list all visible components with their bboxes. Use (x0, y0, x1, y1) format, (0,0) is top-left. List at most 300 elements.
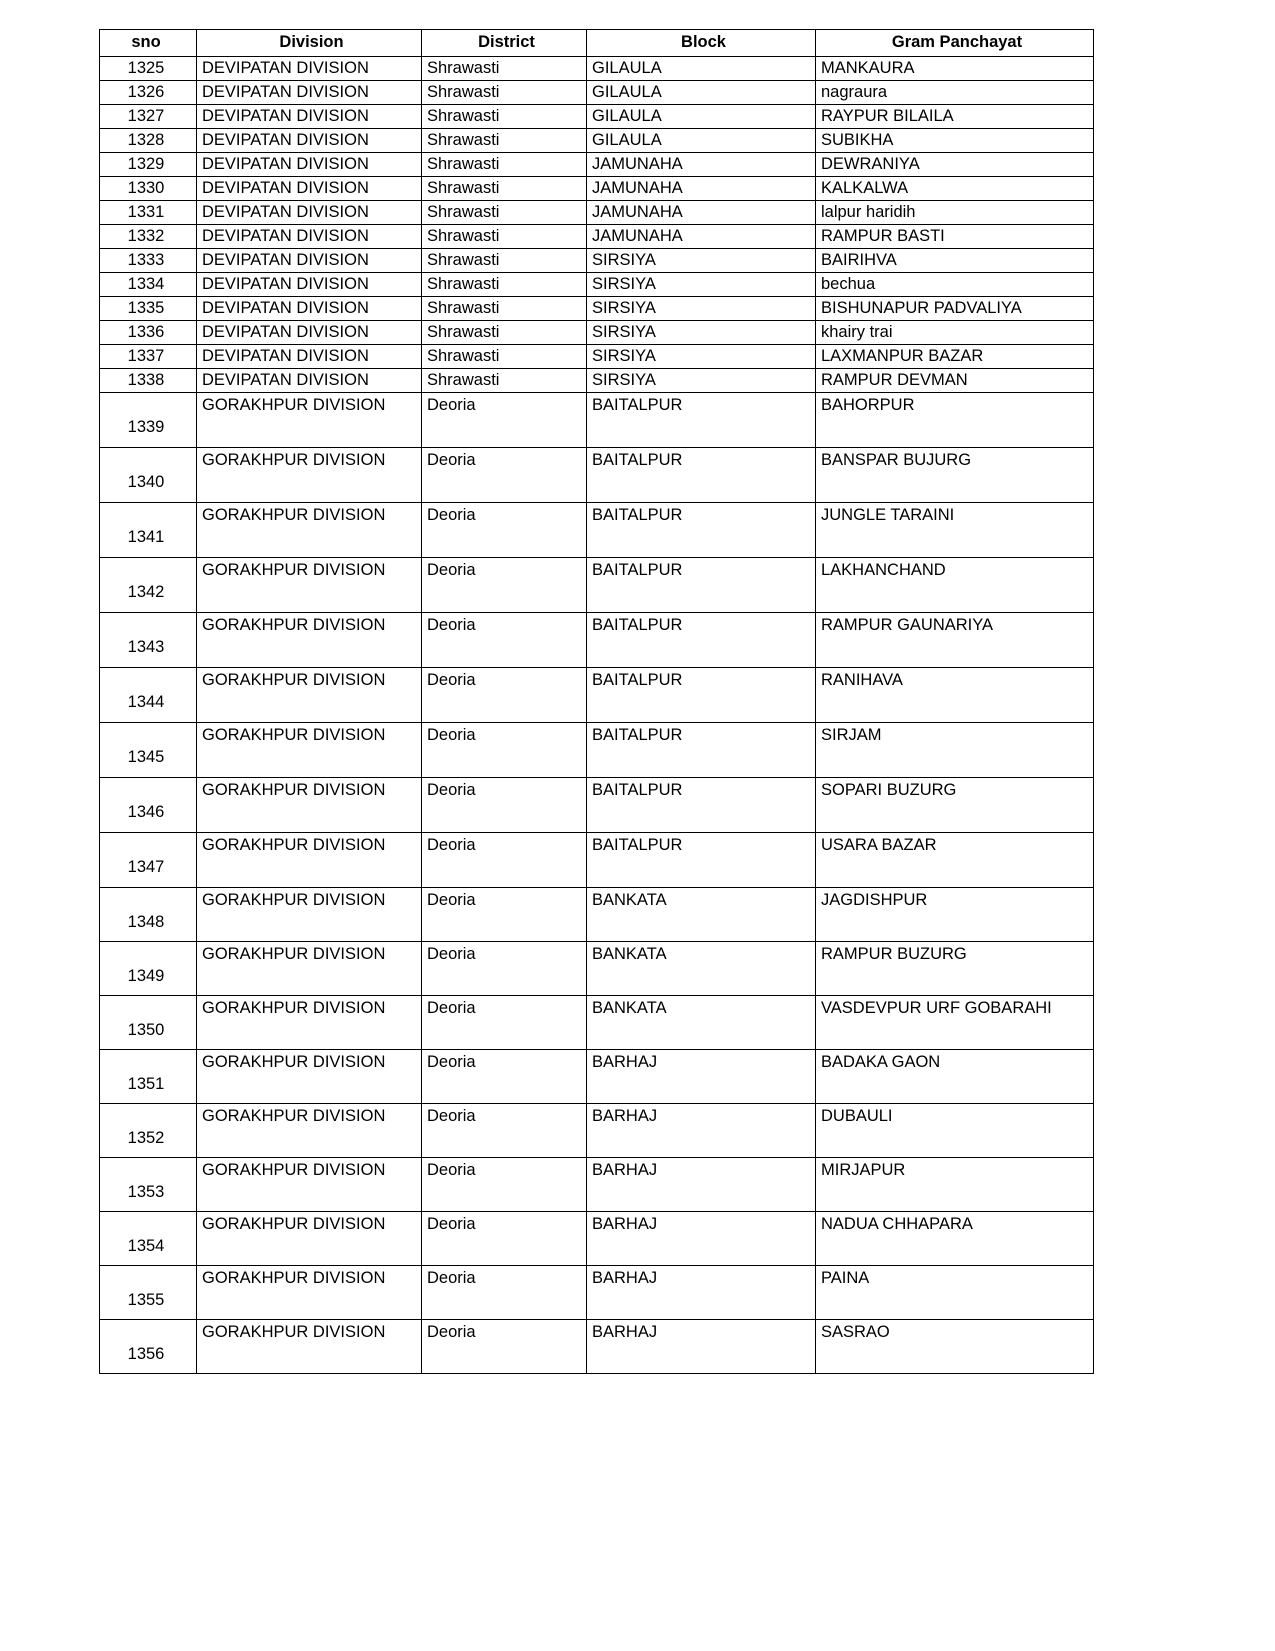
cell-sno (100, 369, 197, 393)
cell-sno-text: 1338 (127, 371, 165, 390)
table-row (100, 996, 1094, 1050)
cell-gram_panchayat-text: SIRJAM (821, 726, 882, 744)
cell-district (422, 105, 587, 129)
cell-sno (100, 613, 197, 668)
cell-district (422, 448, 587, 503)
cell-division (197, 81, 422, 105)
cell-block-text: BANKATA (592, 891, 667, 909)
cell-district-text: Deoria (427, 561, 476, 579)
cell-district-text: Shrawasti (427, 203, 500, 222)
cell-block-text: GILAULA (592, 59, 662, 78)
cell-sno-text: 1340 (127, 473, 165, 491)
cell-gram_panchayat (816, 57, 1094, 81)
cell-gram_panchayat (816, 105, 1094, 129)
cell-division (197, 273, 422, 297)
cell-sno (100, 503, 197, 558)
cell-gram_panchayat (816, 369, 1094, 393)
cell-sno (100, 668, 197, 723)
cell-sno-text: 1353 (127, 1183, 165, 1201)
gram-panchayat-table (99, 29, 1094, 1374)
cell-block (587, 778, 816, 833)
cell-division (197, 105, 422, 129)
cell-block-text: JAMUNAHA (592, 203, 683, 222)
cell-district-text: Deoria (427, 506, 476, 524)
cell-block-text: GILAULA (592, 131, 662, 150)
cell-district (422, 297, 587, 321)
cell-gram_panchayat-text: bechua (821, 275, 876, 294)
cell-district (422, 1320, 587, 1374)
table-row (100, 723, 1094, 778)
cell-block-text: BAITALPUR (592, 781, 683, 799)
cell-division-text: DEVIPATAN DIVISION (202, 371, 369, 390)
cell-district (422, 81, 587, 105)
cell-division (197, 448, 422, 503)
cell-block (587, 503, 816, 558)
cell-sno-text: 1328 (127, 131, 165, 150)
cell-sno (100, 177, 197, 201)
cell-district-text: Shrawasti (427, 323, 500, 342)
column-header-sno-label: sno (131, 33, 161, 51)
table-row (100, 345, 1094, 369)
cell-division-text: DEVIPATAN DIVISION (202, 227, 369, 246)
cell-sno (100, 448, 197, 503)
cell-division-text: GORAKHPUR DIVISION (202, 999, 386, 1017)
cell-block-text: SIRSIYA (592, 371, 656, 390)
cell-block (587, 129, 816, 153)
cell-sno-text: 1347 (127, 858, 165, 876)
cell-division-text: GORAKHPUR DIVISION (202, 1269, 386, 1287)
cell-sno (100, 297, 197, 321)
cell-division (197, 668, 422, 723)
cell-division (197, 297, 422, 321)
cell-sno (100, 723, 197, 778)
cell-gram_panchayat-text: JAGDISHPUR (821, 891, 928, 909)
table-row (100, 558, 1094, 613)
cell-district-text: Shrawasti (427, 83, 500, 102)
cell-gram_panchayat (816, 129, 1094, 153)
cell-block (587, 723, 816, 778)
cell-sno-text: 1349 (127, 967, 165, 985)
cell-district-text: Deoria (427, 1269, 476, 1287)
cell-division (197, 503, 422, 558)
cell-sno-text: 1346 (127, 803, 165, 821)
cell-district-text: Deoria (427, 891, 476, 909)
column-header-block-label: Block (681, 33, 726, 51)
table-row (100, 778, 1094, 833)
cell-gram_panchayat-text: RAMPUR DEVMAN (821, 371, 968, 390)
table-row (100, 1212, 1094, 1266)
table-row (100, 448, 1094, 503)
cell-division-text: GORAKHPUR DIVISION (202, 506, 386, 524)
cell-district-text: Shrawasti (427, 275, 500, 294)
cell-sno (100, 996, 197, 1050)
column-header-division-label: Division (279, 33, 344, 51)
cell-sno (100, 888, 197, 942)
table-row (100, 81, 1094, 105)
cell-district (422, 273, 587, 297)
cell-district (422, 393, 587, 448)
cell-sno (100, 833, 197, 888)
cell-division (197, 369, 422, 393)
cell-gram_panchayat (816, 1158, 1094, 1212)
cell-division (197, 393, 422, 448)
cell-gram_panchayat (816, 1212, 1094, 1266)
cell-block (587, 558, 816, 613)
cell-division-text: DEVIPATAN DIVISION (202, 131, 369, 150)
cell-block-text: SIRSIYA (592, 251, 656, 270)
cell-district-text: Deoria (427, 616, 476, 634)
cell-block-text: BAITALPUR (592, 726, 683, 744)
cell-sno-text: 1337 (127, 347, 165, 366)
table-row (100, 201, 1094, 225)
cell-gram_panchayat (816, 942, 1094, 996)
cell-block (587, 1212, 816, 1266)
cell-district-text: Deoria (427, 1161, 476, 1179)
cell-district-text: Deoria (427, 999, 476, 1017)
cell-gram_panchayat (816, 888, 1094, 942)
cell-sno (100, 105, 197, 129)
cell-block-text: BAITALPUR (592, 506, 683, 524)
table-row (100, 225, 1094, 249)
cell-sno-text: 1339 (127, 418, 165, 436)
cell-division-text: GORAKHPUR DIVISION (202, 396, 386, 414)
cell-block (587, 105, 816, 129)
cell-sno (100, 321, 197, 345)
cell-gram_panchayat (816, 1050, 1094, 1104)
cell-block-text: SIRSIYA (592, 323, 656, 342)
cell-division-text: GORAKHPUR DIVISION (202, 1107, 386, 1125)
table-row (100, 833, 1094, 888)
cell-division-text: GORAKHPUR DIVISION (202, 671, 386, 689)
column-header-sno (100, 30, 197, 57)
cell-sno (100, 57, 197, 81)
cell-division (197, 833, 422, 888)
cell-sno-text: 1355 (127, 1291, 165, 1309)
cell-district (422, 153, 587, 177)
cell-sno (100, 942, 197, 996)
cell-sno (100, 249, 197, 273)
cell-block (587, 996, 816, 1050)
cell-division (197, 996, 422, 1050)
cell-block-text: BARHAJ (592, 1161, 658, 1179)
cell-district-text: Deoria (427, 781, 476, 799)
cell-gram_panchayat (816, 345, 1094, 369)
cell-sno-text: 1329 (127, 155, 165, 174)
cell-district (422, 558, 587, 613)
cell-gram_panchayat-text: BISHUNAPUR PADVALIYA (821, 299, 1022, 318)
cell-gram_panchayat (816, 225, 1094, 249)
cell-gram_panchayat-text: JUNGLE TARAINI (821, 506, 955, 524)
cell-gram_panchayat-text: LAXMANPUR BAZAR (821, 347, 984, 366)
cell-district (422, 201, 587, 225)
cell-gram_panchayat-text: RAMPUR BASTI (821, 227, 945, 246)
cell-sno-text: 1354 (127, 1237, 165, 1255)
cell-division (197, 1266, 422, 1320)
cell-block (587, 177, 816, 201)
cell-block-text: SIRSIYA (592, 347, 656, 366)
cell-district (422, 668, 587, 723)
cell-block-text: BAITALPUR (592, 616, 683, 634)
table-row (100, 249, 1094, 273)
cell-district-text: Shrawasti (427, 131, 500, 150)
column-header-district-label: District (478, 33, 535, 51)
cell-block (587, 448, 816, 503)
cell-division (197, 321, 422, 345)
cell-block-text: BAITALPUR (592, 561, 683, 579)
cell-block (587, 225, 816, 249)
cell-gram_panchayat (816, 503, 1094, 558)
cell-district-text: Shrawasti (427, 227, 500, 246)
cell-block (587, 393, 816, 448)
cell-gram_panchayat-text: RAYPUR BILAILA (821, 107, 954, 126)
cell-block (587, 1104, 816, 1158)
cell-division-text: GORAKHPUR DIVISION (202, 1215, 386, 1233)
cell-block-text: SIRSIYA (592, 275, 656, 294)
table-row (100, 1320, 1094, 1374)
cell-district (422, 1266, 587, 1320)
cell-division-text: DEVIPATAN DIVISION (202, 179, 369, 198)
cell-division-text: GORAKHPUR DIVISION (202, 781, 386, 799)
cell-sno-text: 1341 (127, 528, 165, 546)
cell-gram_panchayat (816, 321, 1094, 345)
cell-division-text: GORAKHPUR DIVISION (202, 1161, 386, 1179)
cell-division-text: DEVIPATAN DIVISION (202, 251, 369, 270)
cell-division (197, 1212, 422, 1266)
cell-sno-text: 1336 (127, 323, 165, 342)
cell-division (197, 613, 422, 668)
cell-gram_panchayat (816, 393, 1094, 448)
table-row (100, 1158, 1094, 1212)
cell-block (587, 249, 816, 273)
cell-block (587, 345, 816, 369)
cell-division-text: DEVIPATAN DIVISION (202, 155, 369, 174)
cell-block-text: BANKATA (592, 945, 667, 963)
cell-district-text: Deoria (427, 1107, 476, 1125)
cell-sno-text: 1356 (127, 1345, 165, 1363)
cell-district (422, 778, 587, 833)
cell-sno (100, 1050, 197, 1104)
cell-block (587, 57, 816, 81)
cell-sno-text: 1326 (127, 83, 165, 102)
cell-division (197, 129, 422, 153)
cell-gram_panchayat (816, 1320, 1094, 1374)
cell-block-text: BARHAJ (592, 1269, 658, 1287)
cell-block (587, 273, 816, 297)
cell-division-text: DEVIPATAN DIVISION (202, 275, 369, 294)
cell-sno (100, 1104, 197, 1158)
cell-division-text: GORAKHPUR DIVISION (202, 616, 386, 634)
cell-gram_panchayat (816, 1266, 1094, 1320)
cell-gram_panchayat-text: SOPARI BUZURG (821, 781, 957, 799)
cell-division (197, 201, 422, 225)
table-row (100, 177, 1094, 201)
column-header-district (422, 30, 587, 57)
cell-block (587, 942, 816, 996)
cell-division (197, 1158, 422, 1212)
cell-division (197, 153, 422, 177)
cell-gram_panchayat-text: DUBAULI (821, 1107, 893, 1125)
cell-district (422, 225, 587, 249)
cell-gram_panchayat (816, 81, 1094, 105)
cell-sno-text: 1342 (127, 583, 165, 601)
table-row (100, 1104, 1094, 1158)
cell-sno-text: 1325 (127, 59, 165, 78)
cell-gram_panchayat-text: SUBIKHA (821, 131, 894, 150)
cell-gram_panchayat-text: MIRJAPUR (821, 1161, 906, 1179)
cell-block-text: BAITALPUR (592, 671, 683, 689)
cell-division (197, 558, 422, 613)
cell-sno (100, 225, 197, 249)
cell-district-text: Shrawasti (427, 299, 500, 318)
cell-district (422, 1050, 587, 1104)
cell-division (197, 723, 422, 778)
cell-block (587, 201, 816, 225)
cell-gram_panchayat-text: BANSPAR BUJURG (821, 451, 972, 469)
cell-district (422, 942, 587, 996)
cell-sno-text: 1330 (127, 179, 165, 198)
cell-gram_panchayat (816, 448, 1094, 503)
cell-district-text: Shrawasti (427, 59, 500, 78)
cell-sno-text: 1345 (127, 748, 165, 766)
cell-district-text: Deoria (427, 945, 476, 963)
cell-sno (100, 345, 197, 369)
cell-block (587, 1158, 816, 1212)
cell-block (587, 297, 816, 321)
cell-division-text: DEVIPATAN DIVISION (202, 347, 369, 366)
cell-division (197, 1320, 422, 1374)
cell-division (197, 942, 422, 996)
cell-district-text: Deoria (427, 836, 476, 854)
table-row (100, 393, 1094, 448)
cell-block (587, 321, 816, 345)
cell-gram_panchayat (816, 297, 1094, 321)
cell-sno (100, 1212, 197, 1266)
cell-block (587, 833, 816, 888)
cell-sno-text: 1351 (127, 1075, 165, 1093)
cell-sno (100, 1266, 197, 1320)
cell-gram_panchayat-text: RANIHAVA (821, 671, 903, 689)
table-header (100, 30, 1094, 57)
cell-gram_panchayat (816, 249, 1094, 273)
table-row (100, 153, 1094, 177)
cell-division (197, 177, 422, 201)
cell-sno (100, 778, 197, 833)
cell-district-text: Shrawasti (427, 371, 500, 390)
cell-division-text: DEVIPATAN DIVISION (202, 203, 369, 222)
cell-block-text: BARHAJ (592, 1053, 658, 1071)
cell-sno-text: 1344 (127, 693, 165, 711)
cell-district-text: Shrawasti (427, 347, 500, 366)
cell-block-text: BARHAJ (592, 1107, 658, 1125)
table-row (100, 503, 1094, 558)
cell-division (197, 345, 422, 369)
cell-block (587, 888, 816, 942)
table-row (100, 273, 1094, 297)
cell-block (587, 153, 816, 177)
cell-gram_panchayat-text: USARA BAZAR (821, 836, 937, 854)
cell-division (197, 1050, 422, 1104)
cell-sno-text: 1335 (127, 299, 165, 318)
cell-block-text: GILAULA (592, 83, 662, 102)
cell-district-text: Deoria (427, 1053, 476, 1071)
cell-district (422, 249, 587, 273)
table-row (100, 1050, 1094, 1104)
cell-sno (100, 558, 197, 613)
cell-district (422, 1212, 587, 1266)
cell-gram_panchayat-text: BAHORPUR (821, 396, 915, 414)
cell-block-text: BARHAJ (592, 1215, 658, 1233)
cell-district (422, 1158, 587, 1212)
cell-district-text: Shrawasti (427, 155, 500, 174)
cell-division (197, 225, 422, 249)
cell-block-text: BARHAJ (592, 1323, 658, 1341)
cell-gram_panchayat-text: lalpur haridih (821, 203, 916, 222)
table-container (99, 29, 1093, 1374)
cell-sno-text: 1327 (127, 107, 165, 126)
cell-sno-text: 1348 (127, 913, 165, 931)
table-header-row (100, 30, 1094, 57)
cell-sno (100, 201, 197, 225)
cell-block (587, 81, 816, 105)
cell-sno (100, 1320, 197, 1374)
cell-block-text: BAITALPUR (592, 836, 683, 854)
cell-district-text: Shrawasti (427, 251, 500, 270)
column-header-gram-panchayat (816, 30, 1094, 57)
cell-district (422, 57, 587, 81)
cell-district (422, 129, 587, 153)
table-row (100, 297, 1094, 321)
column-header-block (587, 30, 816, 57)
cell-gram_panchayat-text: LAKHANCHAND (821, 561, 946, 579)
cell-sno-text: 1333 (127, 251, 165, 270)
cell-district-text: Deoria (427, 451, 476, 469)
cell-division (197, 1104, 422, 1158)
table-row (100, 888, 1094, 942)
cell-gram_panchayat (816, 723, 1094, 778)
cell-district-text: Deoria (427, 396, 476, 414)
cell-division-text: GORAKHPUR DIVISION (202, 945, 386, 963)
cell-gram_panchayat (816, 153, 1094, 177)
cell-district (422, 996, 587, 1050)
cell-division-text: GORAKHPUR DIVISION (202, 1323, 386, 1341)
cell-gram_panchayat-text: VASDEVPUR URF GOBARAHI (821, 999, 1052, 1017)
table-body (100, 57, 1094, 1374)
cell-district (422, 613, 587, 668)
cell-district-text: Deoria (427, 671, 476, 689)
cell-block-text: BAITALPUR (592, 396, 683, 414)
cell-block (587, 668, 816, 723)
cell-division-text: GORAKHPUR DIVISION (202, 891, 386, 909)
cell-block-text: BANKATA (592, 999, 667, 1017)
table-row (100, 321, 1094, 345)
cell-gram_panchayat (816, 177, 1094, 201)
cell-sno-text: 1343 (127, 638, 165, 656)
cell-gram_panchayat-text: DEWRANIYA (821, 155, 920, 174)
cell-block-text: GILAULA (592, 107, 662, 126)
cell-gram_panchayat (816, 833, 1094, 888)
cell-district (422, 833, 587, 888)
cell-division (197, 888, 422, 942)
cell-block (587, 1050, 816, 1104)
cell-gram_panchayat (816, 996, 1094, 1050)
cell-block-text: BAITALPUR (592, 451, 683, 469)
cell-gram_panchayat (816, 273, 1094, 297)
cell-sno (100, 273, 197, 297)
cell-sno (100, 1158, 197, 1212)
table-row (100, 942, 1094, 996)
cell-division-text: DEVIPATAN DIVISION (202, 107, 369, 126)
cell-gram_panchayat (816, 558, 1094, 613)
